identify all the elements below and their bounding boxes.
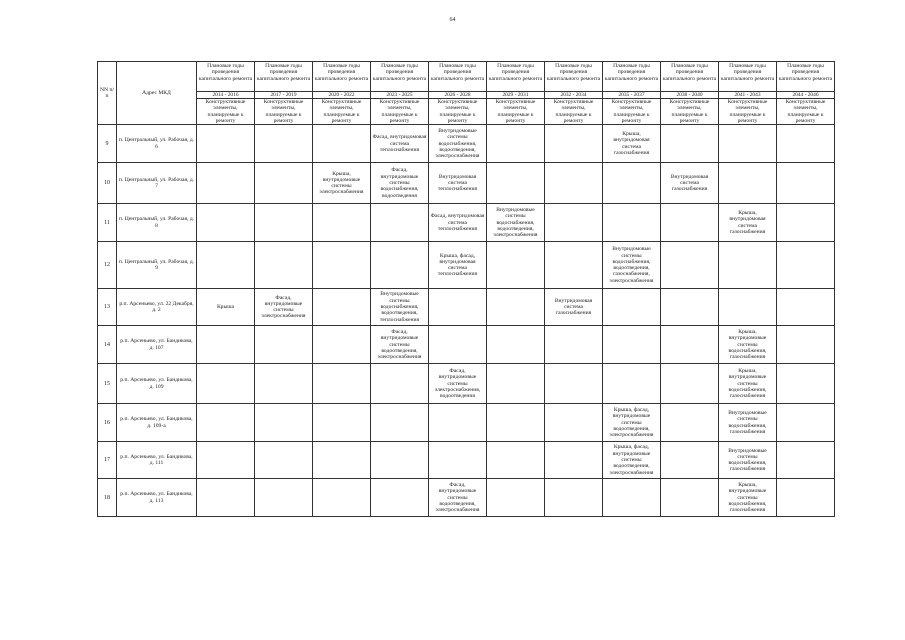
repair-cell (255, 364, 313, 404)
repair-cell: Внутридомовые системы водоснабжения, водоотведения, газоснабжения, электроснабжения (603, 242, 661, 289)
repair-cell (777, 289, 835, 326)
repair-cell (255, 204, 313, 242)
repair-cell: Фасад, внутридомовая система теплоснабжения (429, 204, 487, 242)
repair-cell (603, 289, 661, 326)
repair-cell (603, 326, 661, 364)
header-period-title: Плановые годы проведения капитального ремонта (487, 62, 545, 92)
header-period-title: Плановые годы проведения капитального ремонта (777, 62, 835, 92)
header-row-titles (98, 62, 835, 92)
repair-cell (313, 242, 371, 289)
repair-cell (719, 163, 777, 204)
header-period-title: Плановые годы проведения капитального ремонта (313, 62, 371, 92)
repair-cell (661, 204, 719, 242)
repair-cell (255, 326, 313, 364)
repair-cell (603, 163, 661, 204)
repair-cell (661, 125, 719, 163)
repair-cell: Фасад, внутридомовая система теплоснабжения (371, 125, 429, 163)
row-address: р.п. Арсеньево, ул. Бандикова, д. 113 (117, 479, 197, 517)
repair-cell (487, 289, 545, 326)
repair-cell (313, 204, 371, 242)
repair-cell: Крыша, фасад, внутридомовая система теплоснабжения (429, 242, 487, 289)
capital-repair-schedule-table (97, 61, 835, 517)
repair-cell: Фасад, внутридомовые системы водоотведения, электроснабжения (371, 326, 429, 364)
row-number: 13 (98, 289, 117, 326)
table-row (98, 442, 835, 479)
header-period-years: 2020 - 2022 (313, 92, 371, 99)
repair-cell: Внутридомовые системы водоснабжения, газоснабжения (719, 442, 777, 479)
repair-cell (255, 125, 313, 163)
repair-cell (545, 364, 603, 404)
header-period-years: 2035 - 2037 (603, 92, 661, 99)
repair-cell: Фасад, внутридомовые системы электроснабжения, водоотведения (429, 364, 487, 404)
repair-cell: Внутридомовые системы водоснабжения, газоснабжения (719, 404, 777, 442)
header-period-years: 2032 - 2034 (545, 92, 603, 99)
repair-cell (429, 442, 487, 479)
repair-cell (197, 404, 255, 442)
repair-cell (371, 442, 429, 479)
header-subtitle: Конструктивные элементы, планируемые к ремонту (777, 99, 835, 125)
header-subtitle: Конструктивные элементы, планируемые к ремонту (487, 99, 545, 125)
repair-cell (313, 442, 371, 479)
repair-cell: Крыша, внутридомовые системы электроснабжения (313, 163, 371, 204)
header-period-title: Плановые годы проведения капитального ремонта (371, 62, 429, 92)
repair-cell (371, 404, 429, 442)
header-num: NN п/п (98, 62, 117, 125)
table-row (98, 326, 835, 364)
header-period-title: Плановые годы проведения капитального ремонта (545, 62, 603, 92)
repair-cell (429, 326, 487, 364)
repair-cell (545, 442, 603, 479)
repair-cell: Внутридомовые системы водоснабжения, водоотведения, теплоснабжения (371, 289, 429, 326)
header-address: Адрес МКД (117, 62, 197, 125)
repair-cell (719, 289, 777, 326)
repair-cell (255, 163, 313, 204)
header-subtitle: Конструктивные элементы, планируемые к ремонту (545, 99, 603, 125)
row-address: п. Центральный, ул. Рабочая, д. 7 (117, 163, 197, 204)
header-subtitle: Конструктивные элементы, планируемые к ремонту (661, 99, 719, 125)
row-number: 18 (98, 479, 117, 517)
repair-cell (487, 125, 545, 163)
table-body (98, 125, 835, 517)
repair-cell: Фасад, внутридомовые системы водоснабжения, водоотведения (371, 163, 429, 204)
row-address: п. Центральный, ул. Рабочая, д. 8 (117, 204, 197, 242)
repair-cell (197, 479, 255, 517)
row-number: 14 (98, 326, 117, 364)
repair-cell (487, 163, 545, 204)
row-number: 11 (98, 204, 117, 242)
repair-cell (777, 404, 835, 442)
header-period-years: 2029 - 2031 (487, 92, 545, 99)
repair-cell (777, 204, 835, 242)
repair-cell (429, 289, 487, 326)
repair-cell (545, 242, 603, 289)
repair-cell: Фасад, внутридомовые системы водоотведения, электроснабжения (429, 479, 487, 517)
repair-cell (255, 404, 313, 442)
repair-cell (371, 479, 429, 517)
repair-cell: Крыша, внутридомовые системы водоснабжения, газоснабжения (719, 479, 777, 517)
header-period-years: 2026 - 2028 (429, 92, 487, 99)
row-number: 9 (98, 125, 117, 163)
repair-cell (777, 364, 835, 404)
header-row-subtitles (98, 99, 835, 125)
repair-cell (313, 125, 371, 163)
row-address: р.п. Арсеньево, ул. Бандикова, д. 111 (117, 442, 197, 479)
repair-cell (545, 204, 603, 242)
row-address: п. Центральный, ул. Рабочая, д. 6 (117, 125, 197, 163)
repair-cell: Внутридомовая система теплоснабжения (429, 163, 487, 204)
table-row (98, 242, 835, 289)
header-period-years: 2014 - 2016 (197, 92, 255, 99)
row-number: 10 (98, 163, 117, 204)
repair-cell (661, 289, 719, 326)
repair-cell (197, 442, 255, 479)
repair-cell (371, 242, 429, 289)
repair-cell (197, 125, 255, 163)
repair-cell (255, 442, 313, 479)
header-period-years: 2044 - 2046 (777, 92, 835, 99)
repair-cell (371, 364, 429, 404)
header-period-title: Плановые годы проведения капитального ремонта (661, 62, 719, 92)
row-address: р.п. Арсеньево, ул. 22 Декабря, д. 2 (117, 289, 197, 326)
header-subtitle: Конструктивные элементы, планируемые к ремонту (255, 99, 313, 125)
header-subtitle: Конструктивные элементы, планируемые к ремонту (603, 99, 661, 125)
repair-cell: Внутридомовая система газоснабжения (545, 289, 603, 326)
repair-cell (371, 204, 429, 242)
header-period-years: 2041 - 2043 (719, 92, 777, 99)
repair-cell: Внутридомовые системы водоснабжения, водоотведения, электроснабжения (429, 125, 487, 163)
repair-cell (777, 242, 835, 289)
repair-cell (197, 163, 255, 204)
repair-cell (487, 242, 545, 289)
row-number: 15 (98, 364, 117, 404)
repair-cell (197, 326, 255, 364)
repair-cell (719, 242, 777, 289)
repair-cell (545, 326, 603, 364)
row-address: р.п. Арсеньево, ул. Бандикова, д. 109-а (117, 404, 197, 442)
table-row (98, 289, 835, 326)
repair-cell (777, 326, 835, 364)
repair-cell (487, 404, 545, 442)
header-period-years: 2023 - 2025 (371, 92, 429, 99)
table-row (98, 125, 835, 163)
repair-cell: Фасад, внутридомовые системы электроснабжения (255, 289, 313, 326)
row-number: 12 (98, 242, 117, 289)
repair-cell (487, 326, 545, 364)
table-row (98, 163, 835, 204)
repair-cell (255, 242, 313, 289)
table-row (98, 364, 835, 404)
header-period-title: Плановые годы проведения капитального ремонта (197, 62, 255, 92)
repair-cell (313, 364, 371, 404)
header-period-years: 2017 - 2019 (255, 92, 313, 99)
table-row (98, 479, 835, 517)
repair-cell: Крыша, фасад, внутридомовые системы водоотведения, электроснабжения (603, 442, 661, 479)
repair-cell: Внутридомовые системы водоснабжения, водоотведения, электроснабжения (487, 204, 545, 242)
repair-cell (661, 404, 719, 442)
repair-cell (777, 442, 835, 479)
repair-cell (313, 289, 371, 326)
header-period-title: Плановые годы проведения капитального ремонта (429, 62, 487, 92)
repair-cell (487, 479, 545, 517)
repair-cell (313, 326, 371, 364)
repair-cell (545, 125, 603, 163)
repair-cell (719, 125, 777, 163)
repair-cell (777, 125, 835, 163)
header-subtitle: Конструктивные элементы, планируемые к ремонту (313, 99, 371, 125)
repair-cell (545, 163, 603, 204)
repair-cell (603, 479, 661, 517)
repair-cell (661, 479, 719, 517)
repair-cell (661, 326, 719, 364)
repair-cell (777, 163, 835, 204)
repair-cell (661, 364, 719, 404)
repair-cell (197, 204, 255, 242)
header-period-title: Плановые годы проведения капитального ремонта (255, 62, 313, 92)
table-row (98, 204, 835, 242)
repair-cell (661, 442, 719, 479)
header-subtitle: Конструктивные элементы, планируемые к ремонту (719, 99, 777, 125)
repair-cell (603, 204, 661, 242)
repair-cell (197, 364, 255, 404)
page-number: 64 (449, 17, 456, 23)
repair-cell (197, 242, 255, 289)
repair-cell: Крыша, внутридомовые системы водоснабжения, газоснабжения (719, 364, 777, 404)
row-address: р.п. Арсеньево, ул. Бандикова, д. 107 (117, 326, 197, 364)
header-period-title: Плановые годы проведения капитального ремонта (603, 62, 661, 92)
repair-cell (429, 404, 487, 442)
repair-cell: Крыша, внутридомовые системы водоснабжения, газоснабжения (719, 326, 777, 364)
repair-cell (545, 479, 603, 517)
repair-cell: Крыша (197, 289, 255, 326)
repair-cell (661, 242, 719, 289)
header-period-title: Плановые годы проведения капитального ремонта (719, 62, 777, 92)
repair-cell (313, 404, 371, 442)
repair-cell (487, 442, 545, 479)
row-address: п. Центральный, ул. Рабочая, д. 9 (117, 242, 197, 289)
repair-cell (777, 479, 835, 517)
header-subtitle: Конструктивные элементы, планируемые к ремонту (371, 99, 429, 125)
repair-cell (255, 479, 313, 517)
repair-cell (313, 479, 371, 517)
table-row (98, 404, 835, 442)
row-address: р.п. Арсеньево, ул. Бандикова, д. 109 (117, 364, 197, 404)
repair-cell: Крыша, фасад, внутридомовые системы водоотведения, электроснабжения (603, 404, 661, 442)
header-period-years: 2038 - 2040 (661, 92, 719, 99)
header-subtitle: Конструктивные элементы, планируемые к ремонту (197, 99, 255, 125)
repair-cell: Внутридомовая система газоснабжения (661, 163, 719, 204)
repair-cell: Крыша, внутридомовая система газоснабжения (719, 204, 777, 242)
repair-cell (487, 364, 545, 404)
header-subtitle: Конструктивные элементы, планируемые к ремонту (429, 99, 487, 125)
row-number: 16 (98, 404, 117, 442)
repair-cell (603, 364, 661, 404)
header-row-periods (98, 92, 835, 99)
row-number: 17 (98, 442, 117, 479)
repair-cell (545, 404, 603, 442)
repair-cell: Крыша, внутридомовая система газоснабжения (603, 125, 661, 163)
